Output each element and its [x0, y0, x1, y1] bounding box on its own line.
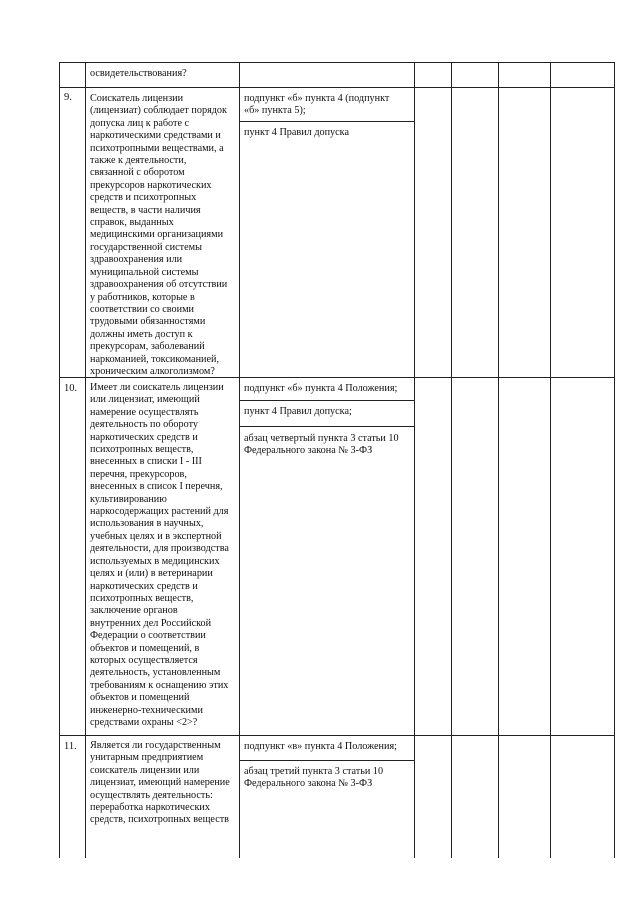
column-divider-num [85, 62, 86, 858]
row-number-11: 11. [64, 741, 77, 752]
ref-separator-11a [239, 760, 415, 761]
column-divider-5 [498, 62, 499, 858]
question-cell-8: освидетельствования? [90, 68, 187, 79]
row-number-9: 9. [64, 92, 72, 103]
column-divider-4 [451, 62, 452, 858]
ref-separator-9a [239, 121, 415, 122]
column-divider-refs [414, 62, 415, 858]
reference-cell-9a: подпункт «б» пункта 4 (подпункт «б» пункта 5); [244, 93, 390, 117]
table-border-left [59, 62, 60, 858]
reference-cell-9b: пункт 4 Правил допуска [244, 127, 349, 138]
table-border-right [614, 62, 615, 858]
question-cell-9: Соискатель лицензии (лицензиат) соблюдает порядок допуска лиц к работе с наркотическими средствами и психотропными веществами, а также к деятельности, связанной с оборотом прекурсоров наркотических средств и психотропных веществ, в части наличия справок, выданных медицинскими организациями государственной системы здравоохранения или муниципальной системы здравоохранения об отсутствии у работников, которые в соответствии со своими трудовыми обязанностями должны иметь доступ к прекурсорам, заболеваний наркоманией, токсикоманией, хроническим алкоголизмом? [90, 93, 228, 377]
reference-cell-10c: абзац четвертый пункта 3 статьи 10 Федерального закона № 3-ФЗ [244, 433, 399, 457]
row-separator-8-9 [59, 87, 615, 88]
reference-cell-10a: подпункт «б» пункта 4 Положения; [244, 383, 398, 394]
ref-separator-10a [239, 400, 415, 401]
column-divider-6 [550, 62, 551, 858]
reference-cell-11b: абзац третий пункта 3 статьи 10 Федерального закона № 3-ФЗ [244, 766, 384, 790]
reference-cell-10b: пункт 4 Правил допуска; [244, 406, 352, 417]
ref-separator-10b [239, 426, 415, 427]
row-number-10: 10. [64, 383, 78, 394]
question-cell-11: Является ли государственным унитарным предприятием соискатель лицензии или лицензиат, имеющий намерение осуществлять деятельность: переработка наркотических средств, психотропных веществ [90, 740, 230, 826]
table-top-border [59, 62, 615, 63]
reference-cell-11a: подпункт «в» пункта 4 Положения; [244, 741, 397, 752]
question-cell-10: Имеет ли соискатель лицензии или лицензиат, имеющий намерение осуществлять деятельность по обороту наркотических средств и психотропных веществ, внесенных в списки I - III перечня, прекурсоров, внесенных в список I перечня, культивированию наркосодержащих растений для использования в научных, учебных целях и в экспертной деятельности, для производства используемых в медицинских целях и (или) в ветеринарии наркотических средств и психотропных веществ, заключение органов внутренних дел Российской Федерации о соответствии объектов и помещений, в которых осуществляется деятельность, установленным требованиям к оснащению этих объектов и помещений инженерно-техническими средствами охраны <2>? [90, 382, 229, 728]
row-separator-10-11 [59, 735, 615, 736]
